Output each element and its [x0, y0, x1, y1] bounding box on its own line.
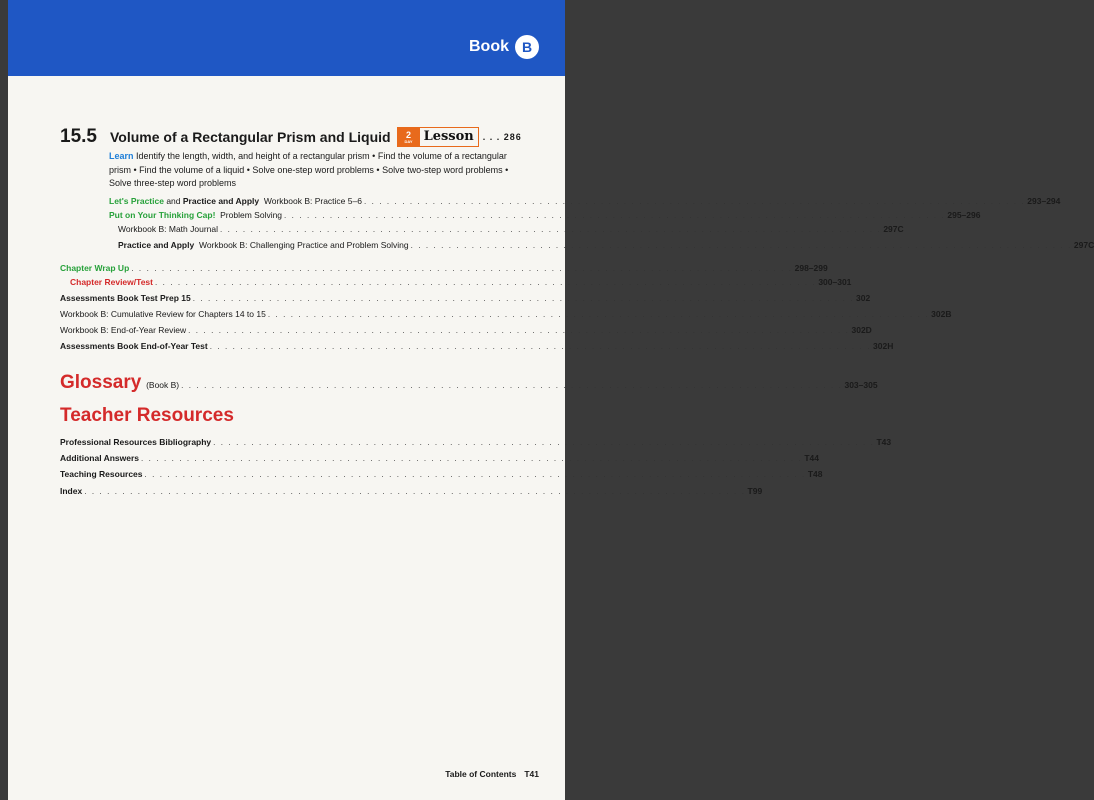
toc-row-wrap-up: Chapter Wrap Up . . . . . . . . . . . . . . . . . . . . . . . . . . . . . . . . . . . . . . . . . . . . . . . . . . . . . . . . . . . . . . . . . . . . . . . . . . . . . . . . . . . . . . . 298–299	[60, 263, 828, 273]
lesson-heading	[60, 126, 548, 148]
day-count: 2	[406, 129, 412, 140]
learn-text: Identify the length, width, and height of a rectangular prism • Find the volume of a rectangular prism • Find the volume of a liquid • Solve one-step word problems • Solve two-step word problems • Solve three-step word problems	[109, 151, 509, 188]
teacher-resources-title: Teacher Resources	[60, 405, 234, 426]
header-bar	[8, 0, 565, 76]
toc-row-bibliography: Professional Resources Bibliography . . . . . . . . . . . . . . . . . . . . . . . . . . . . . . . . . . . . . . . . . . . . . . . . . . . . . . . . . . . . . . . . . . . . . . . . . . . . . . . . . . . . . . . T43	[60, 437, 892, 447]
book-word: Book	[469, 38, 509, 55]
toc-row-test-prep: Assessments Book Test Prep 15 . . . . . . . . . . . . . . . . . . . . . . . . . . . . . . . . . . . . . . . . . . . . . . . . . . . . . . . . . . . . . . . . . . . . . . . . . . . . . . . . . . . . . . . 302	[60, 293, 871, 303]
toc-row-review-test: Chapter Review/Test . . . . . . . . . . . . . . . . . . . . . . . . . . . . . . . . . . . . . . . . . . . . . . . . . . . . . . . . . . . . . . . . . . . . . . . . . . . . . . . . . . . . . . . 300–301	[70, 277, 852, 287]
page-footer	[437, 769, 539, 779]
toc-row-year-test: Assessments Book End-of-Year Test . . . . . . . . . . . . . . . . . . . . . . . . . . . . . . . . . . . . . . . . . . . . . . . . . . . . . . . . . . . . . . . . . . . . . . . . . . . . . . . . . . . . . . . 302H	[60, 341, 894, 351]
toc-row-thinking-cap: Put on Your Thinking Cap! Problem Solving . . . . . . . . . . . . . . . . . . . . . . . . . . . . . . . . . . . . . . . . . . . . . . . . . . . . . . . . . . . . . . . . . . . . . . . . . . . . . . . . . . . . . . . 295–296	[109, 210, 981, 220]
toc-row-teaching-resources: Teaching Resources . . . . . . . . . . . . . . . . . . . . . . . . . . . . . . . . . . . . . . . . . . . . . . . . . . . . . . . . . . . . . . . . . . . . . . . . . . . . . . . . . . . . . . . T48	[60, 469, 823, 479]
glossary-note: (Book B)	[146, 380, 180, 390]
day-tag	[398, 128, 420, 146]
footer-label: Table of Contents	[445, 769, 517, 779]
toc-row-cumulative: Workbook B: Cumulative Review for Chapters 14 to 15 . . . . . . . . . . . . . . . . . . . . . . . . . . . . . . . . . . . . . . . . . . . . . . . . . . . . . . . . . . . . . . . . . . . . . . . . . . . . . . . . . . . . . . . 302B	[60, 309, 952, 319]
lesson-title: Volume of a Rectangular Prism and Liquid	[110, 129, 391, 145]
learn-objectives	[109, 150, 529, 191]
toc-row-additional-answers: Additional Answers . . . . . . . . . . . . . . . . . . . . . . . . . . . . . . . . . . . . . . . . . . . . . . . . . . . . . . . . . . . . . . . . . . . . . . . . . . . . . . . . . . . . . . . T44	[60, 453, 820, 463]
glossary-title: Glossary	[60, 372, 142, 393]
book-label	[469, 35, 539, 59]
toc-row-practice-apply: Practice and Apply Workbook B: Challenging Practice and Problem Solving . . . . . . . . . . . . . . . . . . . . . . . . . . . . . . . . . . . . . . . . . . . . . . . . . . . . . . . . . . . . . . . . . . . . . . . . . . . . . . . . . . . . . . . 297C	[118, 240, 1094, 250]
day-word: DAY	[404, 138, 413, 144]
book-letter-badge: B	[515, 35, 539, 59]
footer-page: T41	[524, 769, 539, 779]
lesson-number: 15.5	[60, 126, 97, 147]
glossary-page: 303–305	[844, 380, 878, 390]
document-page	[8, 0, 1094, 800]
toc-row-lets-practice: Let's Practice and Practice and Apply Workbook B: Practice 5–6 . . . . . . . . . . . . . . . . . . . . . . . . . . . . . . . . . . . . . . . . . . . . . . . . . . . . . . . . . . . . . . . . . . . . . . . . . . . . . . . . . . . . . . . 293–294	[109, 196, 1061, 206]
toc-row-math-journal: Workbook B: Math Journal . . . . . . . . . . . . . . . . . . . . . . . . . . . . . . . . . . . . . . . . . . . . . . . . . . . . . . . . . . . . . . . . . . . . . . . . . . . . . . . . . . . . . . . 297C	[118, 224, 904, 234]
toc-row-glossary: Glossary (Book B) . . . . . . . . . . . . . . . . . . . . . . . . . . . . . . . . . . . . . . . . . . . . . . . . . . . . . . . . . . . . . . . . . . . . . . . . . . . . . . . . . . . . . . . 303–305	[60, 372, 878, 393]
toc-row-year-review: Workbook B: End-of-Year Review . . . . . . . . . . . . . . . . . . . . . . . . . . . . . . . . . . . . . . . . . . . . . . . . . . . . . . . . . . . . . . . . . . . . . . . . . . . . . . . . . . . . . . . 302D	[60, 325, 872, 335]
lesson-day-box	[397, 127, 479, 147]
toc-row-index: Index . . . . . . . . . . . . . . . . . . . . . . . . . . . . . . . . . . . . . . . . . . . . . . . . . . . . . . . . . . . . . . . . . . . . . . . . . . . . . . . . . . . . . . . T99	[60, 486, 763, 496]
lesson-tag: Lesson	[423, 129, 474, 144]
lesson-page: . . . 286	[482, 132, 522, 142]
learn-label: Learn	[109, 151, 134, 161]
